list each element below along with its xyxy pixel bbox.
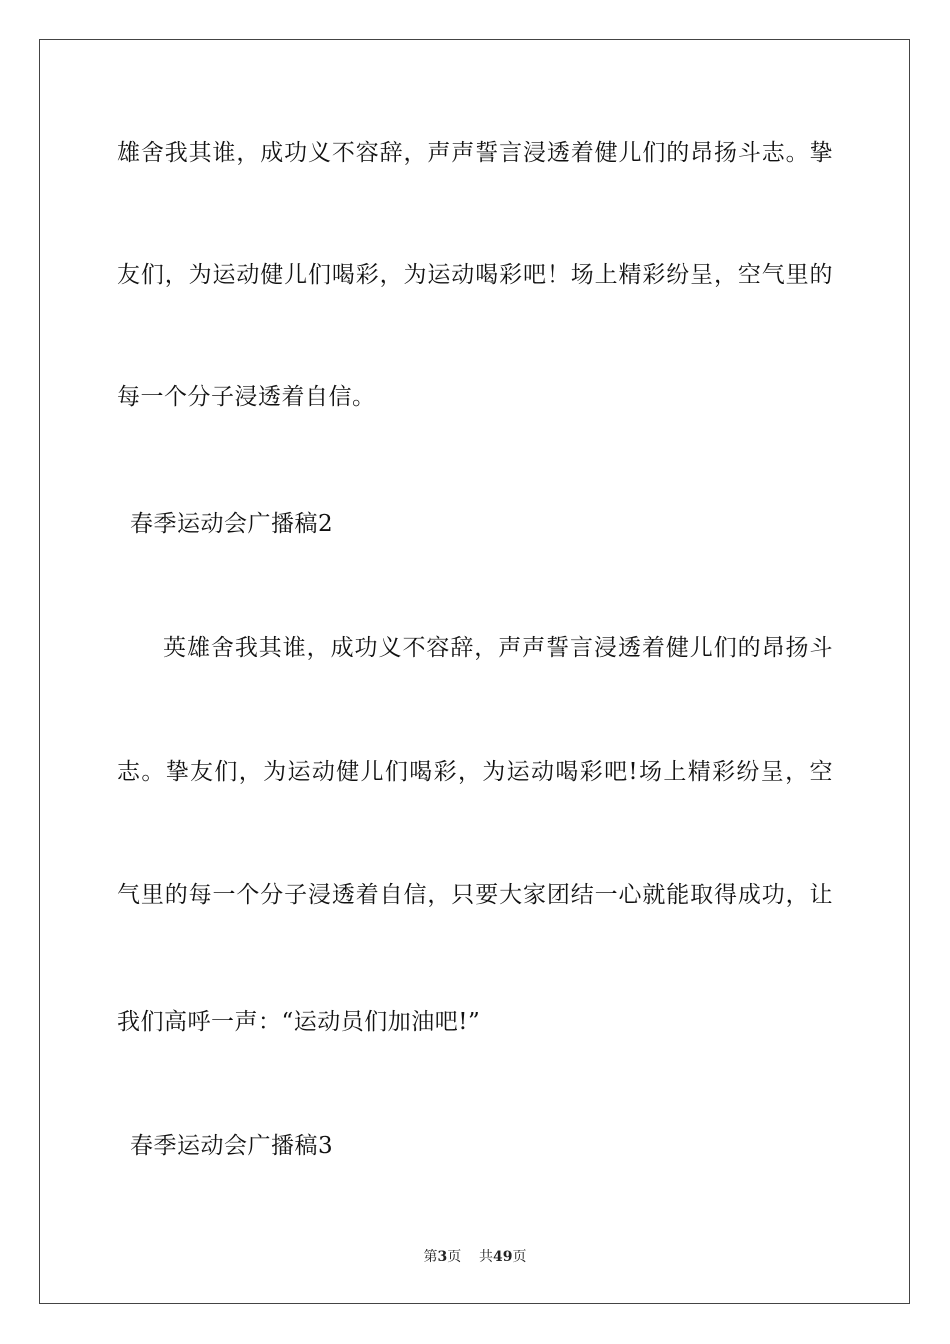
total-pages: 49 bbox=[493, 1249, 513, 1265]
page-footer bbox=[0, 1248, 950, 1266]
page-number: 3 bbox=[437, 1249, 448, 1265]
paragraph-2-line-2: 志。挚友们，为运动健儿们喝彩，为运动喝彩吧!场上精彩纷呈，空 bbox=[117, 759, 833, 785]
section-heading-3: 春季运动会广播稿3 bbox=[130, 1133, 334, 1159]
section-heading-2: 春季运动会广播稿2 bbox=[130, 511, 334, 537]
page-prefix: 第 bbox=[423, 1249, 438, 1265]
total-suffix: 页 bbox=[512, 1249, 527, 1265]
paragraph-1-line-1: 雄舍我其谁，成功义不容辞，声声誓言浸透着健儿们的昂扬斗志。挚 bbox=[117, 140, 833, 166]
page-frame bbox=[39, 39, 910, 1304]
page-suffix: 页 bbox=[447, 1249, 462, 1265]
paragraph-2-line-4: 我们高呼一声：“运动员们加油吧!” bbox=[117, 1009, 481, 1035]
paragraph-1-line-2: 友们，为运动健儿们喝彩，为运动喝彩吧！场上精彩纷呈，空气里的 bbox=[117, 262, 833, 288]
paragraph-2-line-3: 气里的每一个分子浸透着自信，只要大家团结一心就能取得成功，让 bbox=[117, 882, 833, 908]
total-prefix: 共 bbox=[479, 1249, 494, 1265]
paragraph-2-line-1: 英雄舍我其谁，成功义不容辞，声声誓言浸透着健儿们的昂扬斗 bbox=[163, 635, 833, 661]
paragraph-1-line-3: 每一个分子浸透着自信。 bbox=[117, 384, 376, 410]
